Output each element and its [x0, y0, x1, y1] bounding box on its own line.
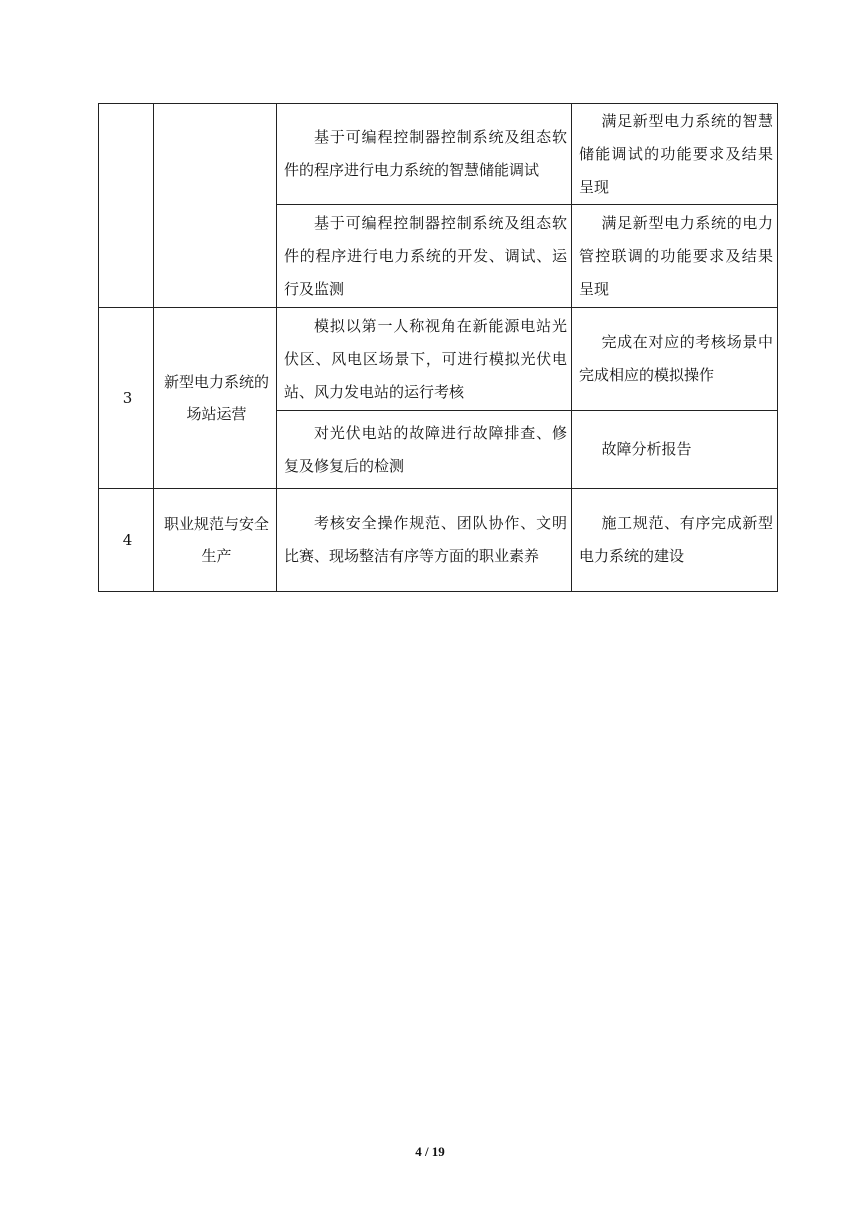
content-text: 考核安全操作规范、团队协作、文明比赛、现场整洁有序等方面的职业素养 — [284, 514, 567, 565]
content-text: 基于可编程控制器控制系统及组态软件的程序进行电力系统的智慧储能调试 — [284, 128, 567, 179]
content-cell — [277, 489, 572, 592]
requirement-cell — [572, 205, 778, 308]
module-cell: 职业规范与安全生产 — [154, 489, 277, 592]
content-cell — [277, 308, 572, 411]
requirement-cell — [572, 489, 778, 592]
page-number: 4 / 19 — [415, 1144, 445, 1159]
requirement-text: 满足新型电力系统的智慧储能调试的功能要求及结果呈现 — [579, 111, 773, 196]
requirement-text: 满足新型电力系统的电力管控联调的功能要求及结果呈现 — [579, 213, 773, 298]
row-number-cell: 3 — [99, 308, 154, 489]
table-row — [99, 308, 778, 411]
table-row — [99, 489, 778, 592]
competition-content-table — [98, 103, 778, 592]
requirement-text: 完成在对应的考核场景中完成相应的模拟操作 — [579, 333, 773, 384]
requirement-cell — [572, 104, 778, 205]
requirement-text: 故障分析报告 — [601, 440, 692, 458]
requirement-text: 施工规范、有序完成新型电力系统的建设 — [579, 514, 773, 565]
module-cell — [154, 104, 277, 308]
content-cell — [277, 205, 572, 308]
content-cell — [277, 104, 572, 205]
content-text: 对光伏电站的故障进行故障排查、修复及修复后的检测 — [284, 423, 567, 475]
content-cell — [277, 411, 572, 489]
requirement-cell — [572, 411, 778, 489]
row-number-cell — [99, 104, 154, 308]
content-text: 基于可编程控制器控制系统及组态软件的程序进行电力系统的开发、调试、运行及监测 — [284, 213, 567, 298]
content-text: 模拟以第一人称视角在新能源电站光伏区、风电区场景下，可进行模拟光伏电站、风力发电站的运行考核 — [284, 316, 567, 401]
table-row — [99, 104, 778, 205]
row-number-cell: 4 — [99, 489, 154, 592]
requirement-cell — [572, 308, 778, 411]
module-cell: 新型电力系统的场站运营 — [154, 308, 277, 489]
